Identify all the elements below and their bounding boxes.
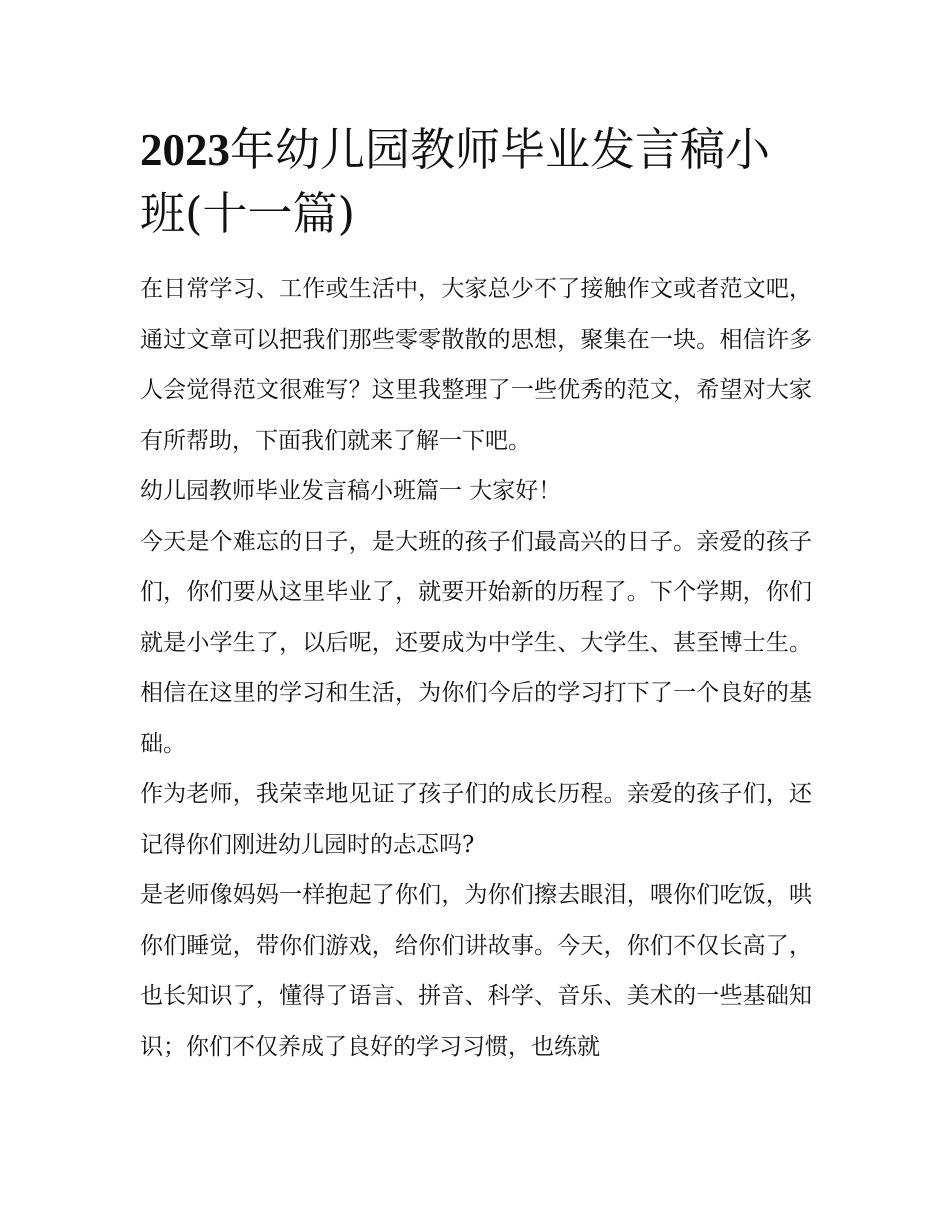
document-title [140,118,812,246]
intro-paragraph: 在日常学习、工作或生活中，大家总少不了接触作文或者范文吧，通过文章可以把我们那些零零散散的思想，聚集在一块。相信许多人会觉得范文很难写？这里我整理了一些优秀的范文，希望对大家有所帮助，下面我们就来了解一下吧。 [140,276,812,454]
title-text: 年幼儿园教师毕业发言稿小班(十一篇) [140,123,771,240]
document-body [140,264,812,1072]
document-page [140,118,812,1072]
section-heading-paragraph: 幼儿园教师毕业发言稿小班篇一 大家好！ [140,478,562,504]
body-paragraph: 作为老师，我荣幸地见证了孩子们的成长历程。亲爱的孩子们，还记得你们刚进幼儿园时的忐忑吗? [140,781,812,858]
body-paragraph: 是老师像妈妈一样抱起了你们，为你们擦去眼泪，喂你们吃饭，哄你们睡觉，带你们游戏，给你们讲故事。今天，你们不仅长高了，也长知识了，懂得了语言、拼音、科学、音乐、美术的一些基础知识；你们不仅养成了良好的学习习惯，也练就 [140,882,812,1060]
title-year: 2023 [140,125,230,175]
body-paragraph: 今天是个难忘的日子，是大班的孩子们最高兴的日子。亲爱的孩子们，你们要从这里毕业了，就要开始新的历程了。下个学期，你们就是小学生了，以后呢，还要成为中学生、大学生、甚至博士生。相信在这里的学习和生活，为你们今后的学习打下了一个良好的基础。 [140,528,812,757]
